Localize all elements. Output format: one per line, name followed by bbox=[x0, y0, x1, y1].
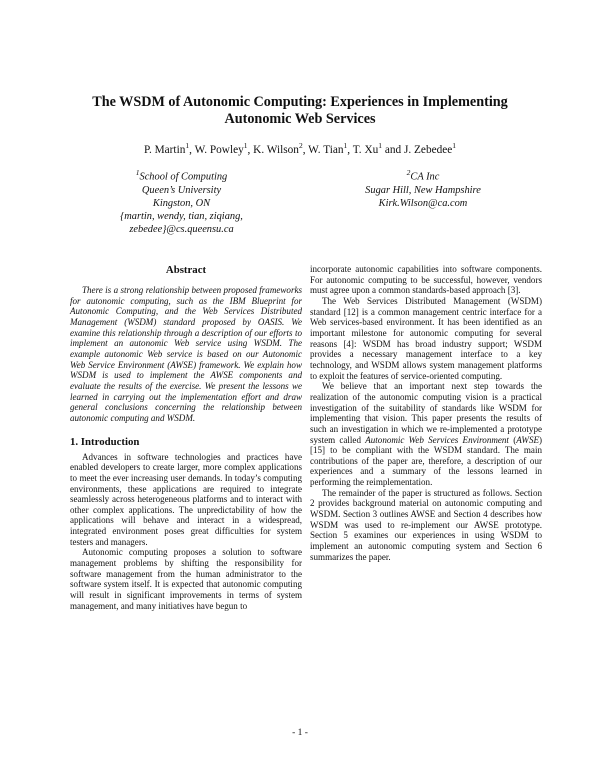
intro-paragraph-continued: incorporate autonomic capabilities into software components. For autonomic computing to be successful, however, vendors must agree upon a common standards-based approach [3]. bbox=[310, 264, 542, 296]
intro-paragraph-next-step: We believe that an important next step towards the realization of the autonomic computing vision is a practical investigation of the suitability of standards like WSDM for implementing that vision. This paper presents the results of such an investigation in which we re-implemented a prototype system called Autonomic Web Services Environment (AWSE) [15] to be compliant with the WSDM standard. The main contributions of the paper are, therefore, a description of our experiences and a summary of the lessons learned in performing the reimplementation. bbox=[310, 381, 543, 488]
left-column bbox=[70, 264, 302, 611]
author: W. Tian$^1$, bbox=[308, 141, 353, 156]
right-column bbox=[310, 264, 542, 562]
intro-paragraph: Autonomic computing proposes a solution to software management problems by shifting the responsibility for software management from the human administrator to the software system itself. It is expected that autonomic computing will result in significant improvements in terms of system management, and many initiatives have begun to bbox=[70, 547, 302, 611]
affiliation-queens: $^1$School of Computing Queen’s University Kingston, ON {martin, wendy, tian, ziqiang, zebedee}@cs.queensu.ca bbox=[94, 166, 269, 236]
intro-paragraph-structure: The remainder of the paper is structured as follows. Section 2 provides background material on autonomic computing and WSDM. Section 3 outlines AWSE and Section 4 describes how WSDM was used to re-implement our AWSE prototype. Section 5 examines our experiences in using WSDM to implement an autonomic computing system and Section 6 summarizes the paper. bbox=[310, 487, 542, 562]
author: J. Zebedee$^1$ bbox=[403, 141, 457, 156]
page-number: - 1 - bbox=[292, 728, 308, 738]
author: K. Wilson$^2$, bbox=[253, 141, 309, 156]
author-list bbox=[60, 139, 540, 157]
affiliation-ca: $^2$CA Inc Sugar Hill, New Hampshire Kirk.Wilson@ca.com bbox=[328, 166, 518, 210]
awse-acronym: AWSE bbox=[516, 434, 539, 445]
author-emails: zebedee}@cs.queensu.ca bbox=[129, 224, 234, 236]
author: T. Xu$^1$ and bbox=[352, 141, 404, 156]
section-heading-introduction: 1. Introduction bbox=[70, 435, 140, 448]
intro-paragraph-wsdm: The Web Services Distributed Management (WSDM) standard [12] is a common management centric interface for a Web services-based environment. It has been identified as an important milestone for autonomic computing for several reasons [4]: WSDM has broad industry support; WSDM provides a necessary management interface to a key technology, and WSDM allows system management platforms to exploit the features of service-oriented computing. bbox=[310, 295, 542, 381]
author: W. Powley$^1$, bbox=[194, 141, 254, 156]
paper-title: The WSDM of Autonomic Computing: Experiences in Implementing Autonomic Web Services bbox=[92, 94, 508, 127]
abstract-text: There is a strong relationship between proposed frameworks for autonomic computing, such as the IBM Blueprint for Autonomic Computing, and the Web Services Distributed Management (WSDM) standard proposed by OASIS. We examine this relationship through a description of our efforts to implement an autonomic Web service using WSDM. The example autonomic Web service is based on our Autonomic Web Service Environment (AWSE) framework. We explain how WSDM is used to implement the AWSE components and evaluate the results of the exercise. We present the lessons we learned in carrying out the implementation effort and draw general conclusions concerning the relationship between autonomic computing and WSDM. bbox=[70, 285, 302, 423]
intro-paragraph: Advances in software technologies and practices have enabled developers to create larger, more complex applications to meet the ever increasing user demands. In today’s computing environments, these applications are required to integrate seamlessly across heterogeneous platforms and to interact with other complex applications. The unpredictability of how the applications will behave and interact in a widespread, integrated environment poses great difficulties for system testers and managers. bbox=[70, 451, 302, 547]
author: P. Martin$^1$, bbox=[143, 141, 195, 156]
abstract-heading: Abstract bbox=[165, 264, 207, 276]
author-email: Kirk.Wilson@ca.com bbox=[378, 197, 468, 209]
awse-name: Autonomic Web Services Environment bbox=[365, 434, 509, 445]
